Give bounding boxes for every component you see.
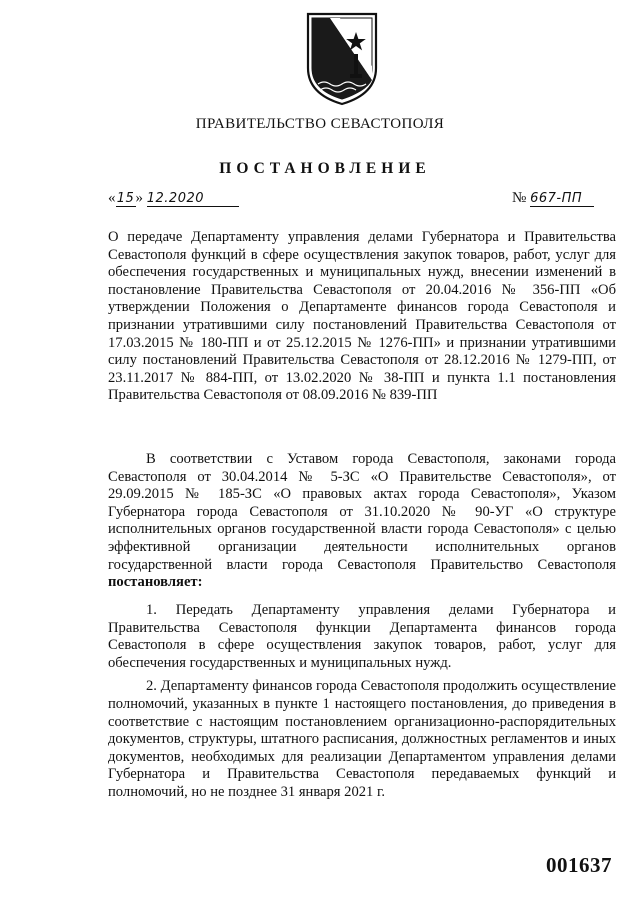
date-open-quote: « <box>108 190 116 206</box>
decree-date <box>108 190 239 207</box>
organization-title: ПРАВИТЕЛЬСТВО СЕВАСТОПОЛЯ <box>195 116 445 132</box>
decree-title <box>108 229 616 405</box>
decree-items <box>108 602 616 802</box>
date-day: 15 <box>116 191 135 206</box>
document-type-heading: ПОСТАНОВЛЕНИЕ <box>219 160 431 177</box>
decree-item-2: 2. Департаменту финансов города Севастополя продолжить осуществление полномочий, указанных в пункте 1 настоящего постановления, до приведения в соответствие с настоящим постановлением организационно-распорядительных документов, структуры, штатного расписания, должностных регламентов и иных документов, необходимых для реализации Департаментом управления делами Губернатора и Правительства Севастополя передаваемых функций и полномочий, но не позднее 31 января 2021 г. <box>108 678 616 800</box>
decree-title-text: О передаче Департаменту управления делами Губернатора и Правительства Севастополя функций в сфере осуществления закупок товаров, работ, услуг для обеспечения государственных и муниципальных нужд, внесении изменений в постановление Правительства Севастополя от 20.04.2016 № 356-ПП «Об утверждении Положения о Департаменте финансов города Севастополя и признании утратившими силу постановлений Правительства Севастополя от 17.03.2015 № 180-ПП и от 25.12.2015 № 1276-ПП» и признании утратившими силу постановлений Правительства Севастополя от 28.12.2016 № 1279-ПП, от 23.11.2017 № 884-ПП, от 13.02.2020 № 38-ПП и пункта 1.1 постановления Правительства Севастополя от 08.09.2016 № 839-ПП <box>108 229 616 404</box>
resolves-word: постановляет: <box>108 574 203 591</box>
serial-number: 001637 <box>546 853 612 877</box>
sevastopol-coat-of-arms-icon <box>300 8 384 108</box>
preamble-text: В соответствии с Уставом города Севастополя, законами города Севастополя от 30.04.2014 № 5-ЗС «О Правительстве Севастополя», от 29.09.2015 № 185-ЗС «О правовых актах города Севастополя», Указом Губернатора города Севастополя от 31.10.2020 № 90-УГ «О структуре исполнительных органов государственной власти города Севастополя» с целью эффективной организации деятельности исполнительных органов государственной власти города Севастополя Правительство Севастополя <box>108 451 616 573</box>
decree-item-1: 1. Передать Департаменту управления делами Губернатора и Правительства Севастополя функции Департамента финансов города Севастополя в сфере осуществления закупок товаров, работ, услуг для обеспечения государственных и муниципальных нужд. <box>108 602 616 671</box>
number-sign: № <box>512 190 527 206</box>
date-month-year: 12.2020 <box>147 191 239 207</box>
preamble <box>108 451 616 592</box>
decree-number <box>512 190 594 207</box>
date-close-quote: » <box>135 190 143 206</box>
number-value: 667-ПП <box>530 191 594 207</box>
